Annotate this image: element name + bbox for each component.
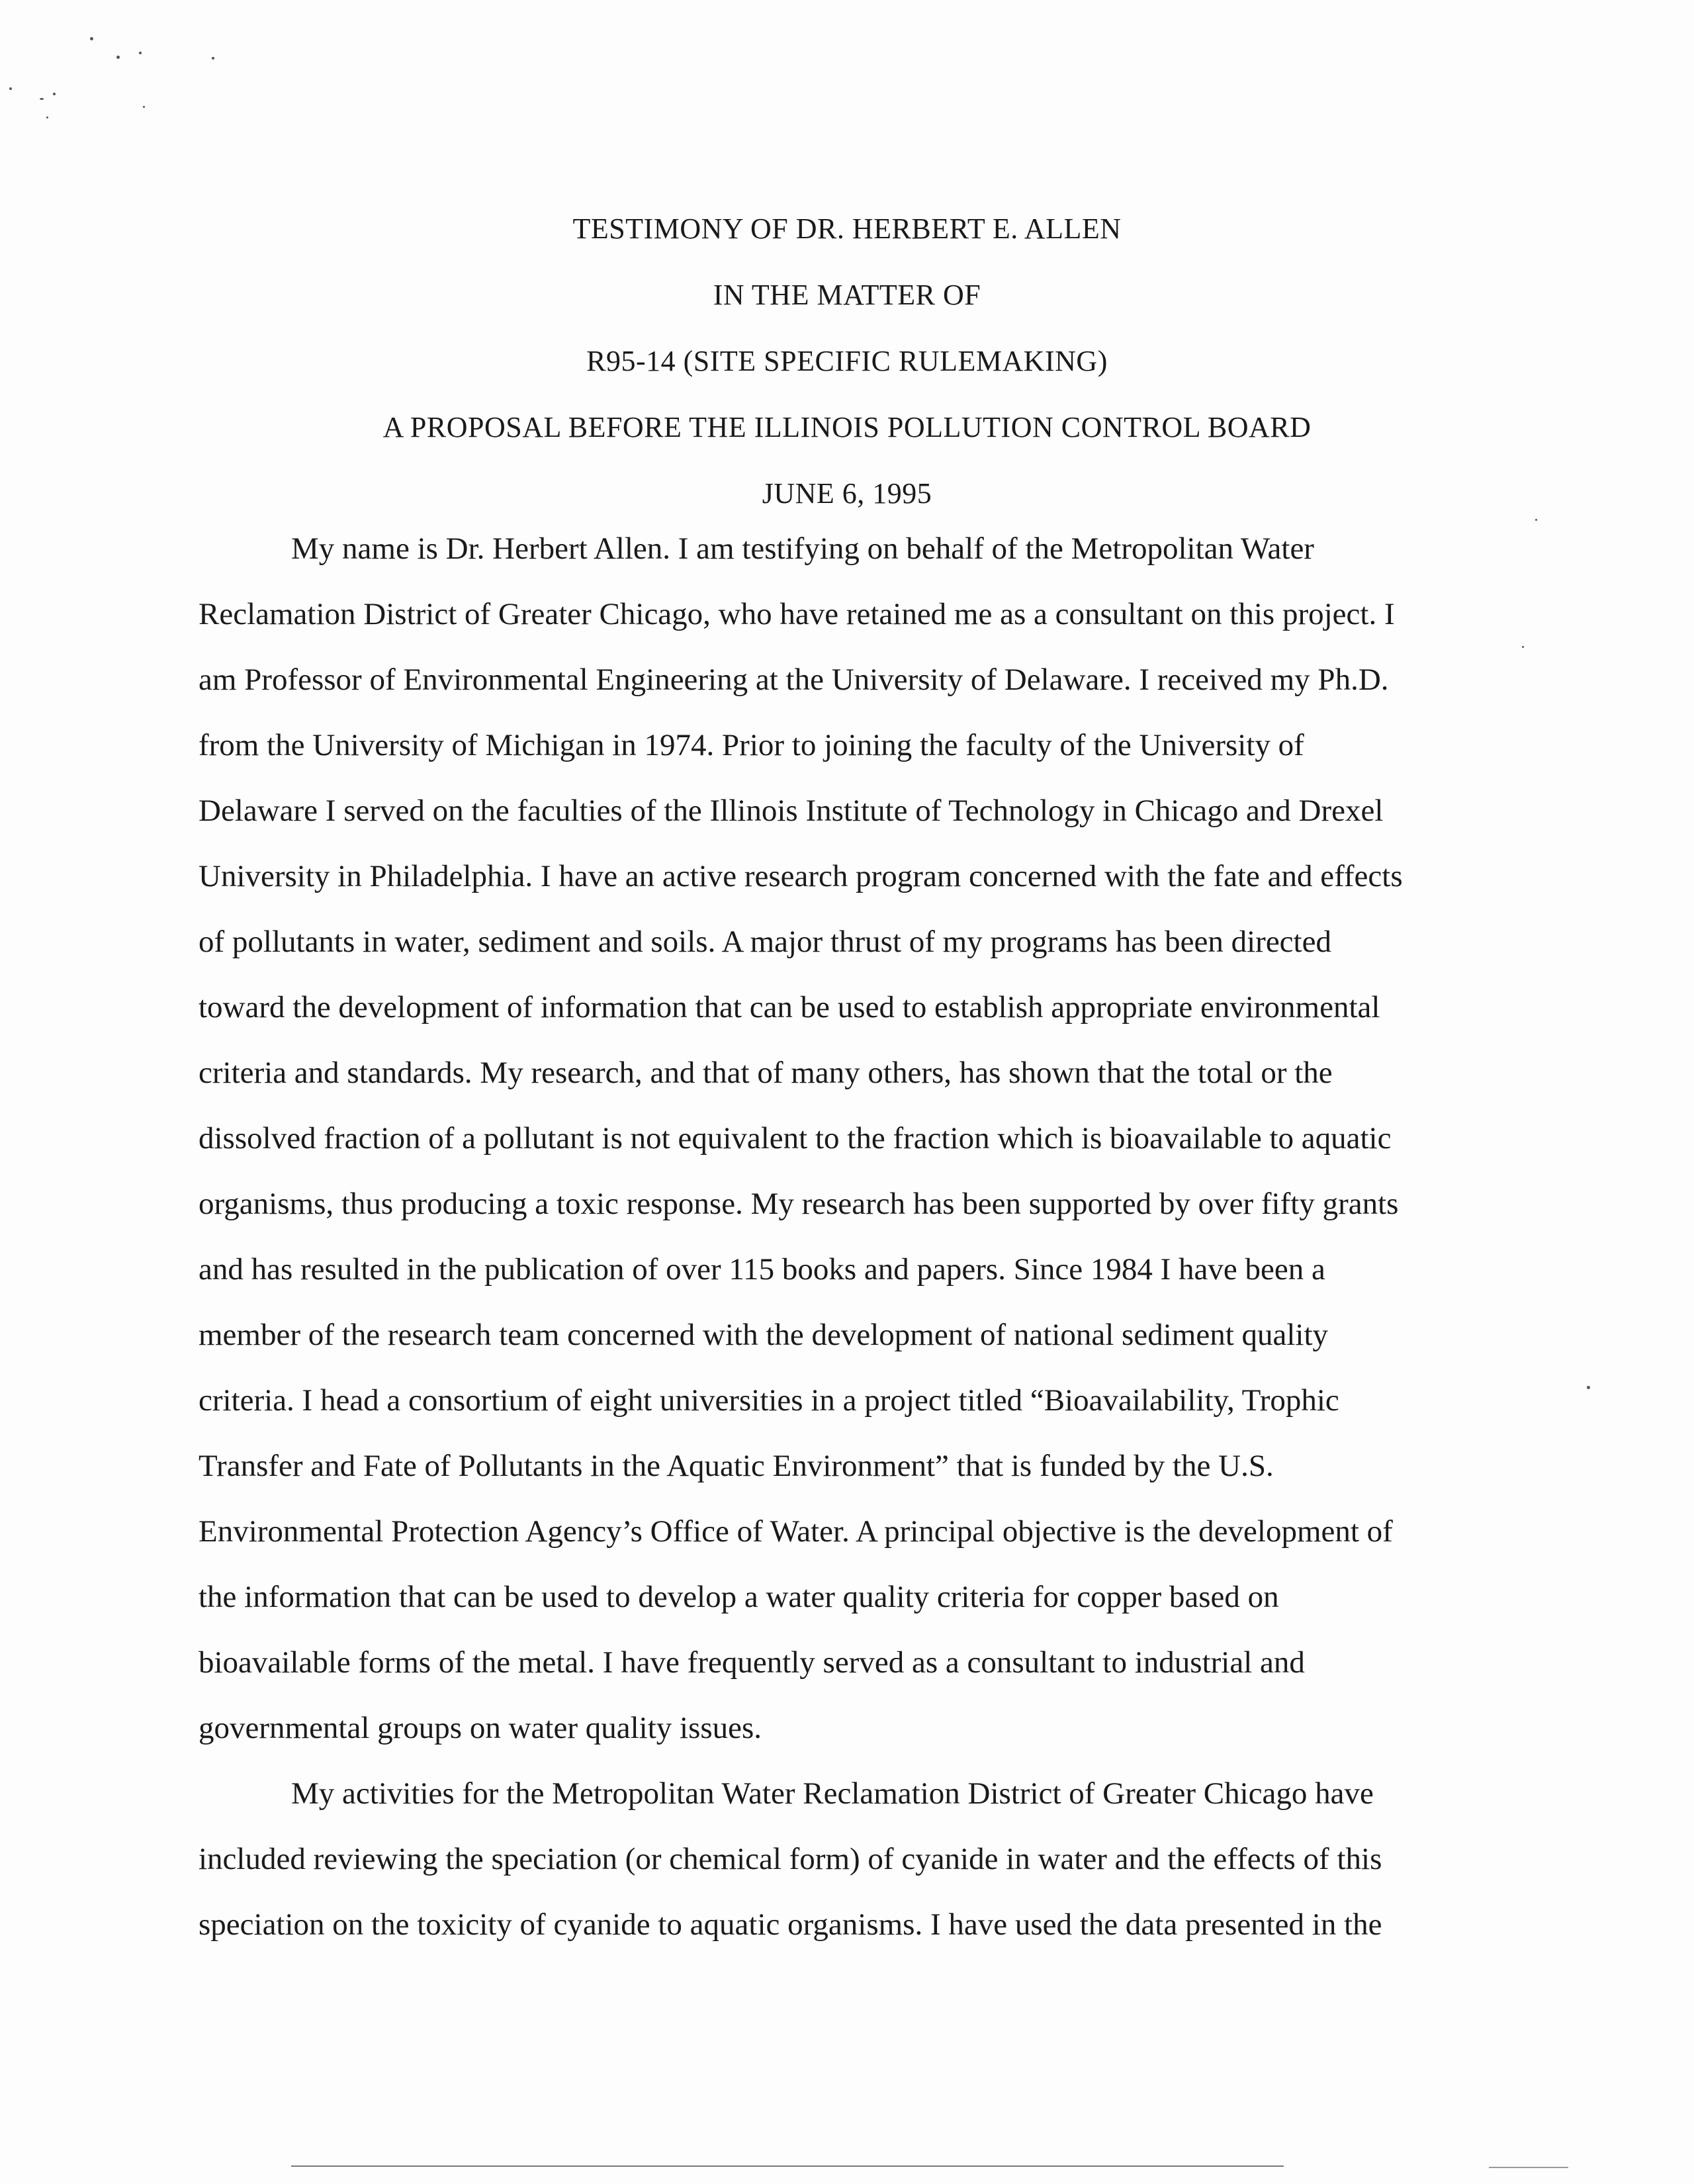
text-line: of pollutants in water, sediment and soils. A major thrust of my programs has been directed	[199, 925, 1331, 959]
text-line: Delaware I served on the faculties of the Illinois Institute of Technology in Chicago and Drexel	[199, 794, 1384, 828]
text-line: and has resulted in the publication of over 115 books and papers. Since 1984 I have been a	[199, 1252, 1325, 1287]
text-line: toward the development of information that can be used to establish appropriate environmental	[199, 990, 1380, 1024]
footer-rule-right	[1489, 2167, 1568, 2168]
text-line: from the University of Michigan in 1974. Prior to joining the faculty of the University of	[199, 728, 1304, 762]
text-line: University in Philadelphia. I have an active research program concerned with the fate and effects	[199, 859, 1403, 893]
text-line: speciation on the toxicity of cyanide to aquatic organisms. I have used the data presented in the	[199, 1907, 1382, 1942]
text-line: My activities for the Metropolitan Water Reclamation District of Greater Chicago have	[291, 1776, 1374, 1811]
text-line: criteria and standards. My research, and that of many others, has shown that the total or the	[199, 1056, 1333, 1090]
text-line: bioavailable forms of the metal. I have frequently served as a consultant to industrial and	[199, 1645, 1305, 1680]
header-date: JUNE 6, 1995	[762, 477, 932, 510]
header-title: TESTIMONY OF DR. HERBERT E. ALLEN	[572, 212, 1122, 245]
text-line: member of the research team concerned with the development of national sediment quality	[199, 1318, 1329, 1352]
text-line: dissolved fraction of a pollutant is not equivalent to the fraction which is bioavailable to aquatic	[199, 1121, 1392, 1156]
text-line: included reviewing the speciation (or chemical form) of cyanide in water and the effects of this	[199, 1842, 1382, 1876]
text-line: organisms, thus producing a toxic response. My research has been supported by over fifty grants	[199, 1187, 1399, 1221]
body-paragraph-1	[199, 516, 1519, 1958]
text-line: criteria. I head a consortium of eight universities in a project titled “Bioavailability, Trophic	[199, 1383, 1339, 1418]
text-line: Environmental Protection Agency’s Office of Water. A principal objective is the development of	[199, 1514, 1393, 1549]
testimony-header	[0, 196, 1694, 527]
header-proposal: A PROPOSAL BEFORE THE ILLINOIS POLLUTION CONTROL BOARD	[382, 411, 1312, 443]
text-line: My name is Dr. Herbert Allen. I am testifying on behalf of the Metropolitan Water	[291, 531, 1314, 566]
text-line: am Professor of Environmental Engineering at the University of Delaware. I received my Ph.D.	[199, 662, 1389, 697]
text-line: governmental groups on water quality issues.	[199, 1711, 762, 1745]
footer-rule	[291, 2165, 1284, 2167]
header-docket: R95-14 (SITE SPECIFIC RULEMAKING)	[586, 345, 1108, 377]
text-line: Transfer and Fate of Pollutants in the Aquatic Environment” that is funded by the U.S.	[199, 1449, 1274, 1483]
text-line: the information that can be used to develop a water quality criteria for copper based on	[199, 1580, 1279, 1614]
text-line: Reclamation District of Greater Chicago, who have retained me as a consultant on this project. I	[199, 597, 1395, 631]
header-matter: IN THE MATTER OF	[713, 279, 981, 311]
